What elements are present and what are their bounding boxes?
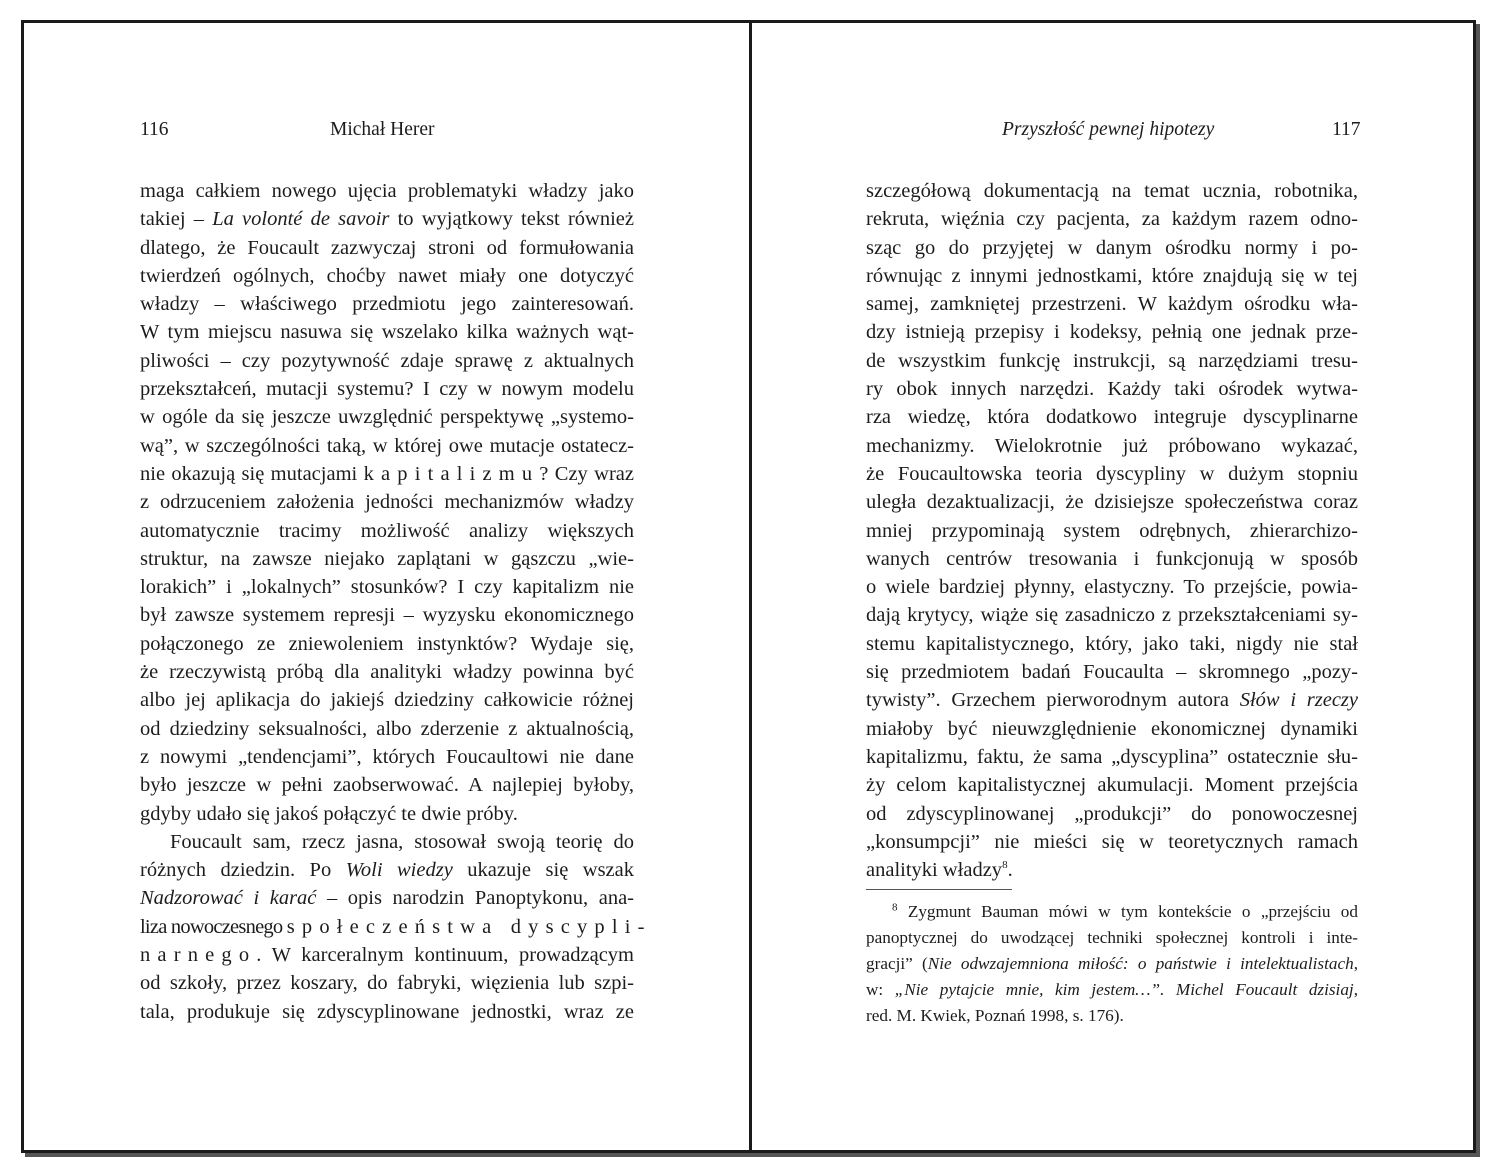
footnote-rule (866, 889, 1012, 890)
text-line: stemu kapitalistycznego, który, jako taki, nigdy nie stał (866, 632, 1358, 655)
footnote-line: w: „Nie pytajcie mnie, kim jestem…”. Michel Foucault dzisiaj, (866, 980, 1359, 999)
text-line: szczegółową dokumentacją na temat ucznia, robotnika, (866, 180, 1358, 202)
text-line: dzy istnieją przepisy i kodeksy, pełnią one jednak prze- (866, 321, 1358, 344)
text-line: wanych centrów tresowania i funkcjonują w sposób (866, 547, 1358, 570)
book-spread (21, 20, 1476, 1153)
text-line: że Foucaultowska teoria dyscypliny w dużym stopniu (866, 462, 1358, 485)
text-line: wą”, w szczególności taką, w której owe mutacje ostatecz- (140, 434, 634, 457)
text-line: pliwości – czy pozytywność zdaje sprawę z aktualnych (140, 349, 634, 372)
footnote-reference[interactable]: 8 (1002, 859, 1008, 872)
footnote-line: red. M. Kwiek, Poznań 1998, s. 176). (866, 1006, 1124, 1025)
text-line: rekruta, więźnia czy pacjenta, za każdym razem odno- (866, 208, 1358, 231)
text-line: narnego. W karceralnym kontinuum, prowadzącym (140, 944, 634, 967)
text-line: tywisty”. Grzechem pierworodnym autora Słów i rzeczy (866, 689, 1359, 712)
text-line: mniej przypominają system odrębnych, zhierarchizo- (866, 519, 1358, 542)
text-line: że rzeczywistą próbą dla analityki władzy powinna być (140, 661, 634, 684)
right-running-head: Przyszłość pewnej hipotezy (1002, 119, 1215, 140)
text-line: Nadzorować i karać – opis narodzin Panoptykonu, ana- (140, 887, 634, 910)
text-line: de wszystkim funkcję instrukcji, są narzędziami tresu- (866, 349, 1358, 372)
text-line: liza nowoczesnego społeczeństwa dyscypli- (140, 915, 652, 938)
text-line: sząc go do przyjętej w danym ośrodku normy i po- (866, 236, 1358, 259)
right-page-number: 117 (1332, 119, 1361, 140)
text-line: ży celom kapitalistycznej akumulacji. Moment przejścia (866, 774, 1358, 797)
footnote-line: $^8$ Zygmunt Bauman mówi w tym kontekście o „przejściu od (892, 901, 1358, 921)
text-line: z odrzuceniem założenia jedności mechanizmów władzy (140, 491, 634, 514)
text-line: było jeszcze w pełni zaobserwować. A najlepiej byłoby, (140, 774, 634, 797)
right-body-text (866, 177, 1358, 884)
left-page-number: 116 (140, 119, 169, 140)
spaced-emphasis: społeczeństwa dyscypli- (286, 915, 652, 938)
footnote-marker: 8 (892, 901, 898, 914)
text-line: różnych dziedzin. Po Woli wiedzy ukazuje się wszak (140, 859, 634, 882)
text-line: się przedmiotem badań Foucaulta – skromnego „pozy- (866, 661, 1358, 684)
spaced-emphasis: narnego (140, 944, 257, 967)
text-line: o wiele bardziej płynny, elastyczny. To przejście, powia- (866, 576, 1358, 599)
text-line: władzy – właściwego przedmiotu jego zainteresowań. (140, 293, 634, 316)
right-page (752, 23, 1476, 1150)
spaced-emphasis: kapitalizmu (363, 462, 540, 485)
text-line: Foucault sam, rzecz jasna, stosował swoją teorię do (170, 830, 634, 853)
left-running-head: Michał Herer (330, 119, 435, 140)
text-line: W tym miejscu nasuwa się wszelako kilka ważnych wąt- (140, 321, 634, 344)
text-line: kapitalizmu, faktu, że sama „dyscyplina” ostatecznie słu- (866, 745, 1358, 768)
text-line: od zdyscyplinowanej „produkcji” do ponowoczesnej (866, 802, 1358, 825)
text-line: połączonego ze zniewoleniem instynktów? Wydaje się, (140, 632, 634, 655)
text-line: przekształceń, mutacji systemu? I czy w nowym modelu (140, 378, 634, 401)
text-line: tala, produkuje się zdyscyplinowane jednostki, wraz ze (140, 1000, 634, 1023)
text-line: rza wiedzę, która dodatkowo integruje dyscyplinarne (866, 406, 1358, 429)
text-line: od szkoły, przez koszary, do fabryki, więzienia lub szpi- (140, 972, 634, 995)
footnote (866, 899, 1358, 1029)
text-line: automatycznie tracimy możliwość analizy większych (140, 519, 634, 542)
text-line: uległa dezaktualizacji, że dzisiejsze społeczeństwa coraz (866, 491, 1358, 514)
text-line: mechanizmy. Wielokrotnie już próbowano wykazać, (866, 434, 1358, 457)
text-line: „konsumpcji” nie mieści się w teoretycznych ramach (866, 830, 1358, 853)
text-line: w ogóle da się jeszcze uwzględnić perspektywę „systemo- (140, 406, 634, 429)
text-line: struktur, na zawsze niejako zaplątani w gąszczu „wie- (140, 547, 634, 570)
text-line: maga całkiem nowego ujęcia problematyki władzy jako (140, 180, 634, 202)
text-line: ry obok innych narzędzi. Każdy taki ośrodek wytwa- (866, 378, 1358, 401)
footnote-line: gracji” (Nie odwzajemniona miłość: o państwie i intelektualistach, (866, 954, 1358, 973)
text-line: albo jej aplikacja do jakiejś dziedziny całkowicie różnej (140, 689, 634, 712)
footnote-line: panoptycznej do uwodzącej techniki społecznej kontroli i inte- (866, 928, 1358, 947)
left-body-text (140, 177, 652, 1026)
text-line: z nowymi „tendencjami”, których Foucaultowi nie dane (140, 745, 634, 768)
text-line: lorakich” i „lokalnych” stosunków? I czy kapitalizm nie (140, 576, 634, 599)
text-line: dlatego, że Foucault zazwyczaj stroni od formułowania (140, 236, 634, 259)
text-line: twierdzeń ogólnych, choćby nawet miały one dotyczyć (140, 264, 634, 287)
text-line: samej, zamkniętej przestrzeni. W każdym ośrodku wła- (866, 293, 1358, 316)
text-line: równując z innymi jednostkami, które znajdują się w tej (866, 264, 1358, 287)
text-line: takiej – La volonté de savoir to wyjątkowy tekst również (140, 208, 634, 231)
text-line: był zawsze systemem represji – wyzysku ekonomicznego (140, 604, 634, 627)
left-page (24, 23, 749, 1150)
text-line: gdyby udało się jakoś połączyć te dwie próby. (140, 802, 518, 825)
text-line: nie okazują się mutacjami kapitalizmu? Czy wraz (140, 462, 634, 485)
text-line: analityki władzy$^8$. (866, 859, 1013, 882)
text-line: od dziedziny seksualności, albo zderzenie z aktualnością, (140, 717, 634, 740)
text-line: miałoby być nieuwzględnienie ekonomicznej dynamiki (866, 717, 1358, 740)
text-line: dają krytycy, wiąże się zasadniczo z przekształceniami sy- (866, 604, 1358, 627)
